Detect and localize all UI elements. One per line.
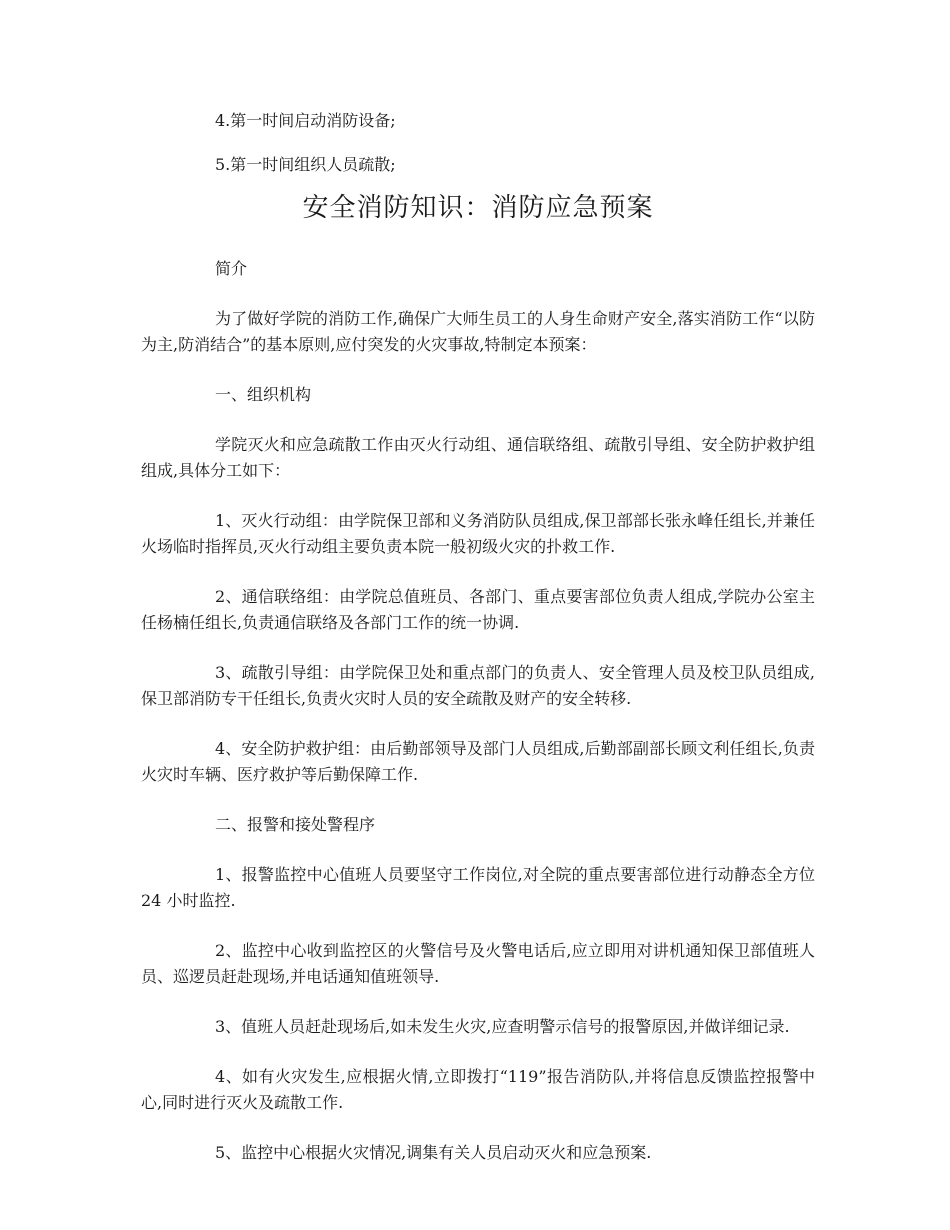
section-paragraph: 2、监控中心收到监控区的火警信号及火警电话后,应立即用对讲机通知保卫部值班人员、巡逻员赶赴现场,并电话通知值班领导. [141, 941, 815, 986]
document-title: 安全消防知识：消防应急预案 [302, 193, 654, 223]
section-paragraph: 学院灭火和应急疏散工作由灭火行动组、通信联络组、疏散引导组、安全防护救护组组成,具体分工如下： [141, 435, 815, 480]
list-item: 5.第一时间组织人员疏散; [215, 155, 396, 174]
intro-heading: 简介 [215, 259, 248, 278]
section-paragraph: 3、值班人员赶赴现场后,如未发生火灾,应查明警示信号的报警原因,并做详细记录. [215, 1017, 790, 1036]
list-item: 4.第一时间启动消防设备; [215, 111, 396, 130]
section-paragraph: 5、监控中心根据火灾情况,调集有关人员启动灭火和应急预案. [215, 1143, 652, 1162]
section-heading: 二、报警和接处警程序 [215, 815, 376, 834]
intro-paragraph: 为了做好学院的消防工作,确保广大师生员工的人身生命财产安全,落实消防工作“以防为主,防消结合”的基本原则,应付突发的火灾事故,特制定本预案： [141, 309, 815, 354]
document-body [141, 108, 815, 1166]
section-heading: 一、组织机构 [215, 385, 312, 404]
section-paragraph: 2、通信联络组：由学院总值班员、各部门、重点要害部位负责人组成,学院办公室主任杨楠任组长,负责通信联络及各部门工作的统一协调. [141, 587, 815, 632]
section-paragraph: 1、报警监控中心值班人员要坚守工作岗位,对全院的重点要害部位进行动静态全方位 24 小时监控. [141, 865, 815, 910]
section-paragraph: 4、安全防护救护组：由后勤部领导及部门人员组成,后勤部副部长顾文利任组长,负责火灾时车辆、医疗救护等后勤保障工作. [141, 739, 815, 784]
section-paragraph: 1、灭火行动组：由学院保卫部和义务消防队员组成,保卫部部长张永峰任组长,并兼任火场临时指挥员,灭火行动组主要负责本院一般初级火灾的扑救工作. [141, 511, 815, 556]
section-paragraph: 4、如有火灾发生,应根据火情,立即拨打“119”报告消防队,并将信息反馈监控报警中心,同时进行灭火及疏散工作. [141, 1067, 815, 1112]
section-paragraph: 3、疏散引导组：由学院保卫处和重点部门的负责人、安全管理人员及校卫队员组成,保卫部消防专干任组长,负责火灾时人员的安全疏散及财产的安全转移. [141, 663, 815, 708]
